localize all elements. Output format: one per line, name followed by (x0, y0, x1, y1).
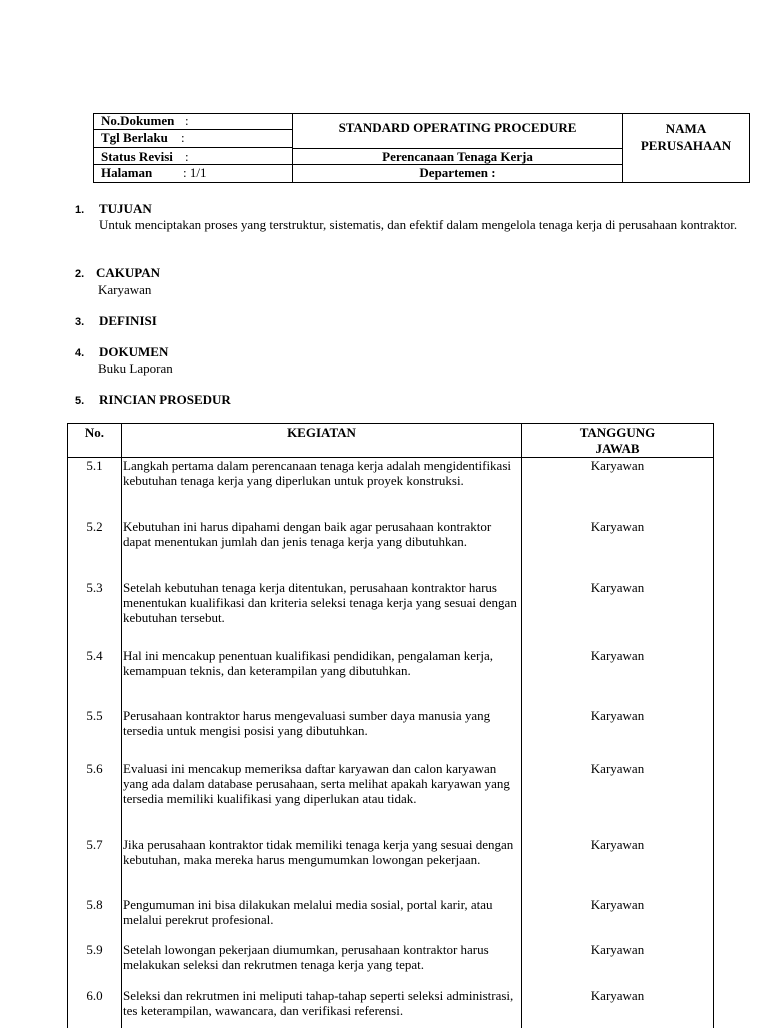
section-title: DEFINISI (99, 313, 157, 328)
sop-subtitle: Perencanaan Tenaga Kerja (382, 149, 533, 164)
section-title: DOKUMEN (99, 344, 169, 359)
sop-title-column (293, 114, 623, 182)
document-header-table (93, 113, 750, 183)
section-title: TUJUAN (99, 201, 152, 216)
departemen-label: Departemen : (419, 165, 496, 180)
no-dokumen-row (94, 114, 292, 130)
row-tanggung-jawab: Karyawan (522, 897, 714, 942)
no-dokumen-sep: : (185, 113, 189, 128)
row-number: 5.1 (68, 458, 122, 519)
tgl-berlaku-label: Tgl Berlaku (101, 130, 168, 145)
section-cakupan-heading (75, 265, 160, 281)
section-number: 2. (75, 268, 85, 280)
procedure-row (68, 837, 714, 897)
tgl-berlaku-row (94, 130, 292, 148)
row-kegiatan: Setelah kebutuhan tenaga kerja ditentukan, perusahaan kontraktor harus menentukan kualifikasi dan kriteria seleksi tenaga kerja yang sesuai dengan kebutuhan tersebut. (122, 580, 522, 648)
col-header-kegiatan: KEGIATAN (122, 424, 522, 458)
row-kegiatan: Setelah lowongan pekerjaan diumumkan, perusahaan kontraktor harus melakukan seleksi dan rekrutmen tenaga kerja yang tepat. (122, 942, 522, 988)
row-tanggung-jawab: Karyawan (522, 458, 714, 519)
halaman-label: Halaman (101, 165, 153, 180)
procedure-row (68, 580, 714, 648)
section-tujuan-heading (75, 201, 152, 217)
tgl-berlaku-sep: : (181, 130, 185, 145)
row-tanggung-jawab: Karyawan (522, 648, 714, 708)
row-kegiatan: Hal ini mencakup penentuan kualifikasi pendidikan, pengalaman kerja, kemampuan teknis, dan keterampilan yang dibutuhkan. (122, 648, 522, 708)
section-number: 5. (75, 395, 85, 407)
row-number: 6.0 (68, 988, 122, 1028)
row-kegiatan: Langkah pertama dalam perencanaan tenaga kerja adalah mengidentifikasi kebutuhan tenaga kerja yang diperlukan untuk proyek konstruksi. (122, 458, 522, 519)
row-number: 5.6 (68, 761, 122, 837)
row-number: 5.2 (68, 519, 122, 580)
procedure-row (68, 458, 714, 519)
status-revisi-label: Status Revisi (101, 149, 173, 164)
row-kegiatan: Pengumuman ini bisa dilakukan melalui media sosial, portal karir, atau melalui perekrut profesional. (122, 897, 522, 942)
section-dokumen-heading (75, 344, 168, 360)
row-tanggung-jawab: Karyawan (522, 580, 714, 648)
procedure-table-body (68, 458, 714, 1028)
departemen-cell (293, 165, 622, 182)
row-number: 5.7 (68, 837, 122, 897)
section-number: 4. (75, 347, 85, 359)
no-dokumen-label: No.Dokumen (101, 113, 175, 128)
section-definisi-heading (75, 313, 157, 329)
status-revisi-sep: : (185, 149, 189, 164)
procedure-row (68, 761, 714, 837)
row-tanggung-jawab: Karyawan (522, 708, 714, 761)
sop-title-cell (293, 114, 622, 149)
procedure-row (68, 708, 714, 761)
procedure-table-header (68, 424, 714, 458)
halaman-row (94, 165, 292, 182)
status-revisi-row (94, 148, 292, 165)
section-number: 3. (75, 316, 85, 328)
row-kegiatan: Kebutuhan ini harus dipahami dengan baik agar perusahaan kontraktor dapat menentukan jumlah dan jenis tenaga kerja yang dibutuhkan. (122, 519, 522, 580)
procedure-row (68, 648, 714, 708)
row-number: 5.5 (68, 708, 122, 761)
procedure-table (67, 423, 714, 1028)
halaman-value: : 1/1 (183, 165, 207, 180)
row-number: 5.9 (68, 942, 122, 988)
col-header-tj-line2: JAWAB (595, 441, 640, 456)
section-dokumen-text: Buku Laporan (98, 361, 173, 376)
document-meta-column (94, 114, 293, 182)
row-number: 5.8 (68, 897, 122, 942)
sop-title: STANDARD OPERATING PROCEDURE (338, 120, 577, 135)
row-kegiatan: Evaluasi ini mencakup memeriksa daftar karyawan dan calon karyawan yang ada dalam database perusahaan, serta melihat apakah karyawan yang tersedia memiliki kualifikasi yang diperlukan atau tidak. (122, 761, 522, 837)
section-title: CAKUPAN (96, 265, 161, 280)
row-tanggung-jawab: Karyawan (522, 519, 714, 580)
row-tanggung-jawab: Karyawan (522, 942, 714, 988)
row-tanggung-jawab: Karyawan (522, 761, 714, 837)
procedure-row (68, 897, 714, 942)
procedure-row (68, 942, 714, 988)
row-tanggung-jawab: Karyawan (522, 837, 714, 897)
section-number: 1. (75, 204, 85, 216)
section-cakupan-text: Karyawan (98, 282, 152, 297)
company-name-line1: NAMA (665, 121, 707, 136)
row-number: 5.3 (68, 580, 122, 648)
section-tujuan-text: Untuk menciptakan proses yang terstruktur, sistematis, dan efektif dalam mengelola tenaga kerja di perusahaan kontraktor. (99, 217, 738, 232)
company-column (623, 114, 749, 182)
section-title: RINCIAN PROSEDUR (99, 392, 231, 407)
row-number: 5.4 (68, 648, 122, 708)
company-name (623, 114, 749, 154)
row-kegiatan: Perusahaan kontraktor harus mengevaluasi sumber daya manusia yang tersedia untuk mengisi posisi yang dibutuhkan. (122, 708, 522, 761)
col-header-tj-line1: TANGGUNG (579, 425, 656, 440)
company-name-line2: PERUSAHAAN (640, 138, 732, 153)
row-kegiatan: Seleksi dan rekrutmen ini meliputi tahap-tahap seperti seleksi administrasi, tes keterampilan, wawancara, dan verifikasi referensi. (122, 988, 522, 1028)
sop-subtitle-cell (293, 149, 622, 165)
procedure-row (68, 988, 714, 1028)
procedure-row (68, 519, 714, 580)
col-header-tanggung-jawab (522, 424, 714, 458)
col-header-no: No. (68, 424, 122, 458)
row-tanggung-jawab: Karyawan (522, 988, 714, 1028)
row-kegiatan: Jika perusahaan kontraktor tidak memiliki tenaga kerja yang sesuai dengan kebutuhan, maka mereka harus mengumumkan lowongan pekerjaan. (122, 837, 522, 897)
section-rincian-heading (75, 392, 231, 408)
